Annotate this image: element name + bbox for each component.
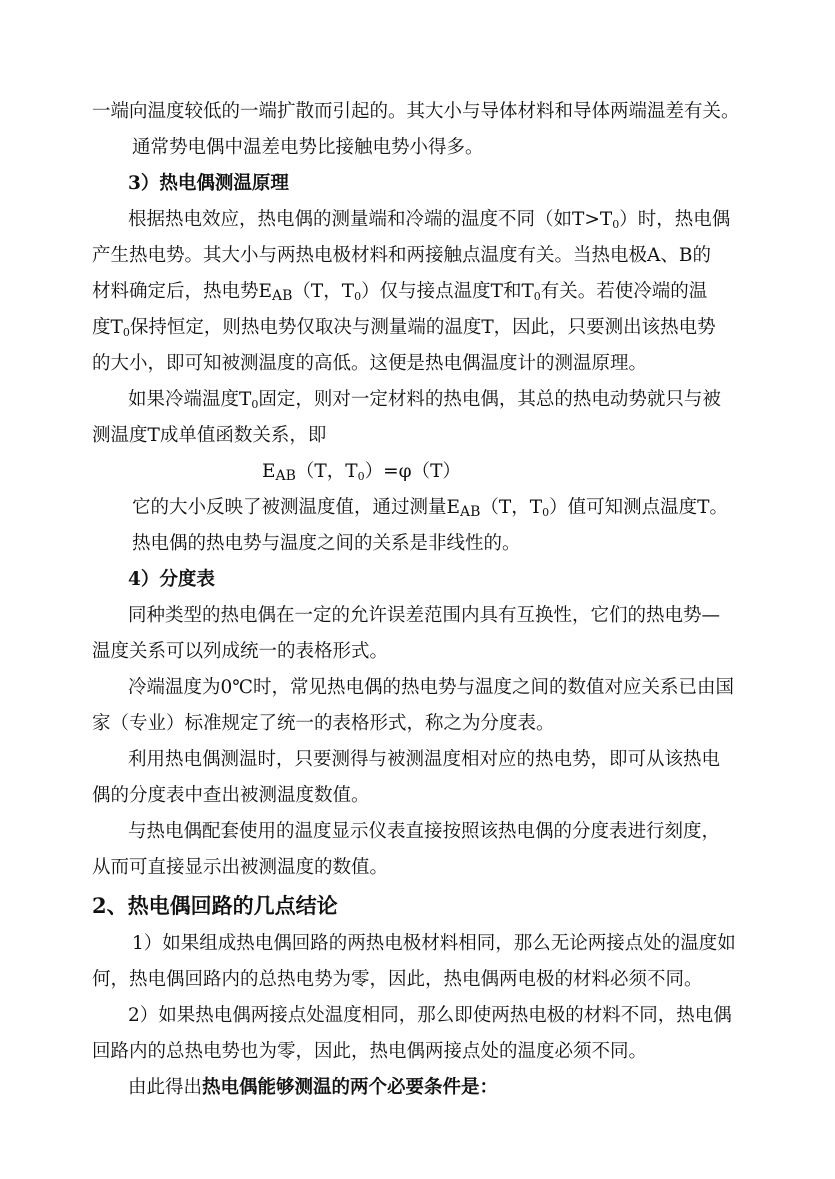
- emphasis-text: 热电偶能够测温的两个必要条件是：: [202, 1077, 499, 1098]
- paragraph-line: 家（专业）标准规定了统一的表格形式，称之为分度表。: [92, 713, 555, 734]
- paragraph-line: 与热电偶配套使用的温度显示仪表直接按照该热电偶的分度表进行刻度，: [128, 821, 721, 842]
- section-heading: 3）热电偶测温原理: [128, 173, 289, 194]
- section-title: 2、热电偶回路的几点结论: [92, 893, 338, 918]
- paragraph-line: 产生热电势。其大小与两热电极材料和两接触点温度有关。当热电极A、B的: [92, 245, 711, 266]
- paragraph-line: 的大小，即可知被测温度的高低。这便是热电偶温度计的测温原理。: [92, 353, 648, 374]
- paragraph-line: 同种类型的热电偶在一定的允许误差范围内具有互换性，它们的热电势—: [128, 605, 721, 626]
- paragraph-line: 度$T_0$保持恒定，则热电势仅取决与测量端的温度T，因此，只要测出该热电势: [92, 317, 716, 339]
- paragraph-line: 2）如果热电偶两接点处温度相同，那么即使两热电极的材料不同，热电偶: [128, 1005, 732, 1026]
- paragraph-line: 由此得出热电偶能够测温的两个必要条件是：: [128, 1077, 499, 1098]
- paragraph-line: 根据热电效应，热电偶的测量端和冷端的温度不同（如$T>T_0$）时，热电偶: [128, 209, 731, 231]
- paragraph-line: 它的大小反映了被测温度值，通过测量$E_{AB}(T$，$T_0$）值可知测点温度T。: [132, 497, 728, 520]
- paragraph-line: 一端向温度较低的一端扩散而引起的。其大小与导体材料和导体两端温差有关。: [92, 101, 740, 122]
- paragraph-line: 温度关系可以列成统一的表格形式。: [92, 641, 389, 662]
- paragraph-line: 1）如果组成热电偶回路的两热电极材料相同，那么无论两接点处的温度如: [132, 933, 736, 954]
- paragraph-line: 如果冷端温度$T_0$固定，则对一定材料的热电偶，其总的热电动势就只与被: [128, 389, 721, 411]
- paragraph-line: 回路内的总热电势也为零，因此，热电偶两接点处的温度必须不同。: [92, 1041, 648, 1062]
- paragraph-line: 何，热电偶回路内的总热电势为零，因此，热电偶两电极的材料必须不同。: [92, 969, 703, 990]
- paragraph-line: 通常势电偶中温差电势比接触电势小得多。: [132, 137, 484, 158]
- paragraph-line: 测温度T成单值函数关系，即: [92, 425, 327, 446]
- paragraph-line: 从而可直接显示出被测温度的数值。: [92, 857, 389, 878]
- paragraph-line: 利用热电偶测温时，只要测得与被测温度相对应的热电势，即可从该热电: [128, 749, 721, 770]
- paragraph-line: 偶的分度表中查出被测温度数值。: [92, 785, 370, 806]
- paragraph-line: 热电偶的热电势与温度之间的关系是非线性的。: [132, 533, 521, 554]
- formula-line: $E_{AB}(T$，$T_0)=\varphi(T)$: [262, 461, 461, 484]
- section-heading: 4）分度表: [128, 569, 215, 590]
- paragraph-line: 材料确定后，热电势$E_{AB}(T$，$T_0$）仅与接点温度T和$T_0$有关。若使冷端的温: [92, 281, 708, 304]
- paragraph-line: 冷端温度为0℃时，常见热电偶的热电势与温度之间的数值对应关系已由国: [128, 677, 734, 698]
